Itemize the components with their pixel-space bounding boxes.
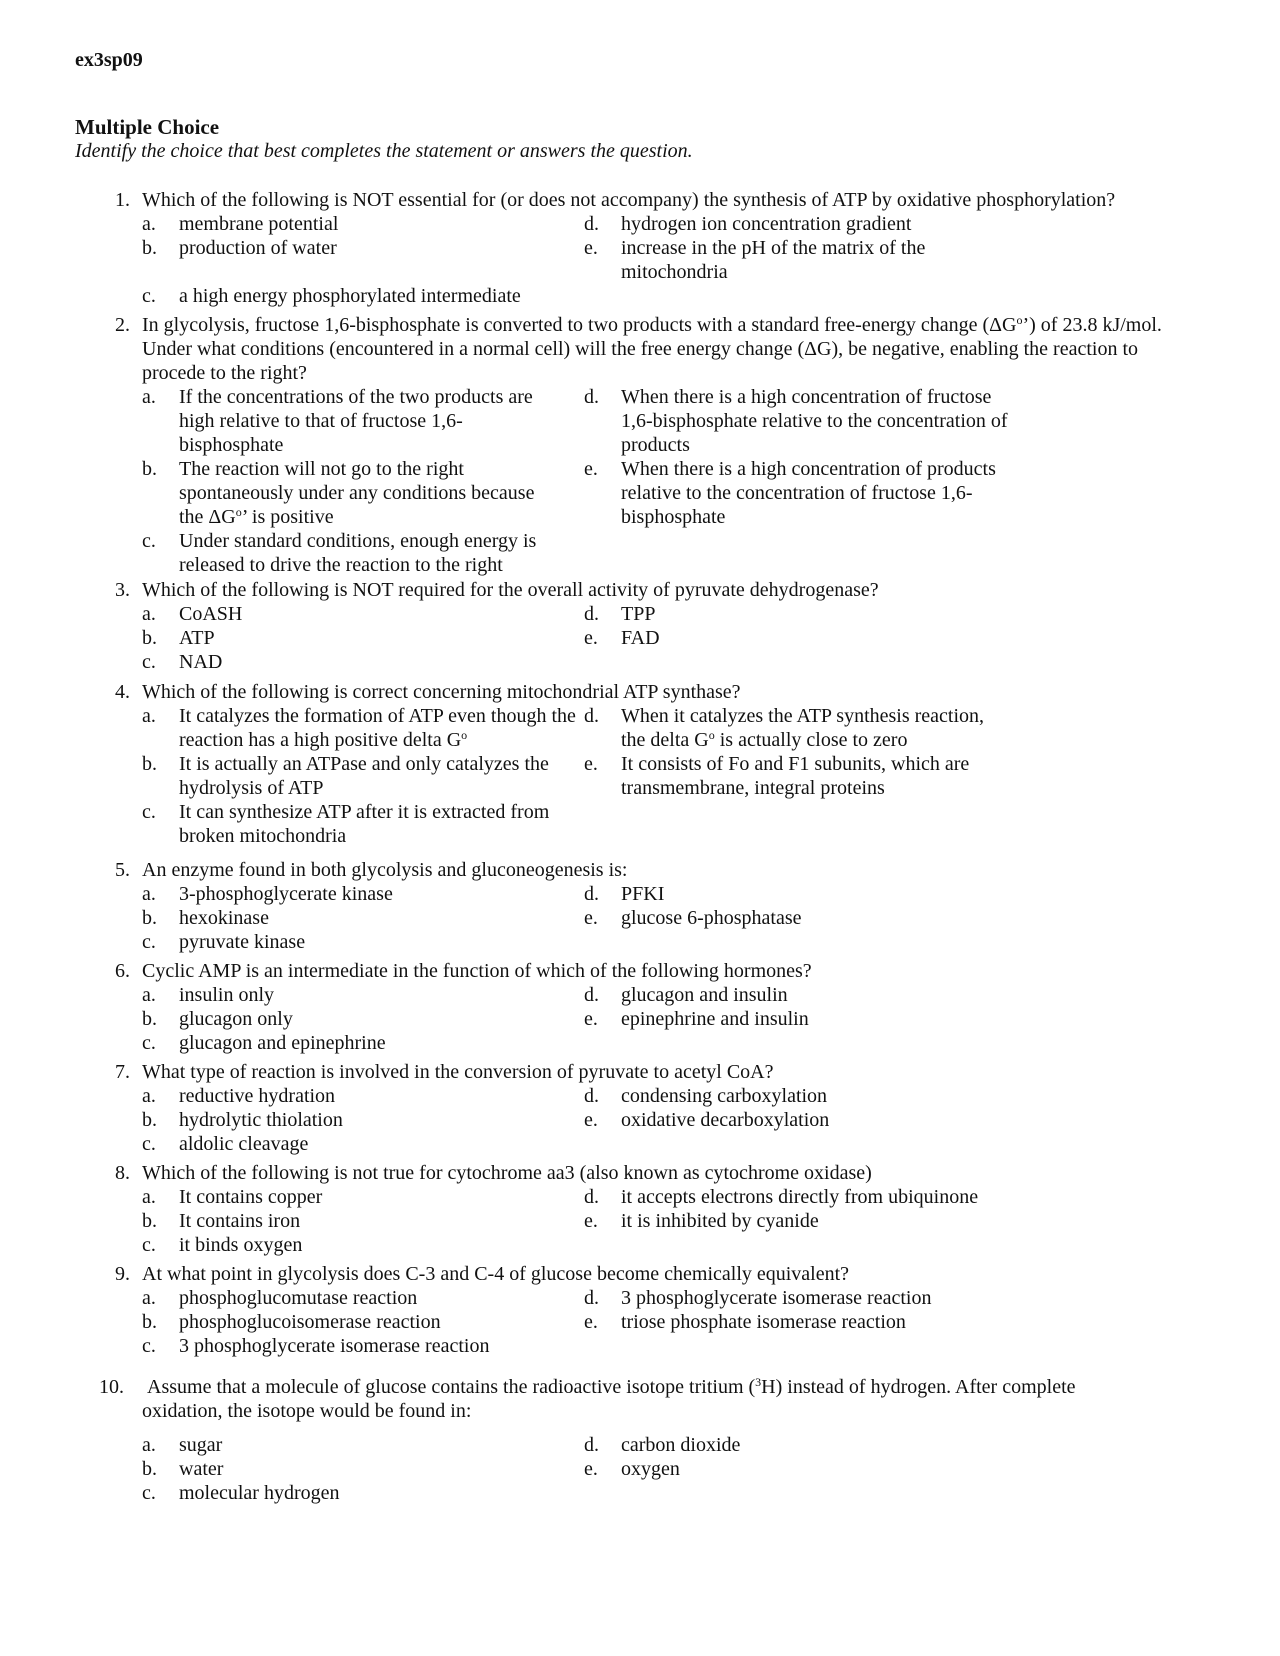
question-text: Which of the following is NOT required for the overall activity of pyruvate dehydrogenase?	[142, 579, 879, 601]
question-8: 8. Which of the following is not true for cytochrome aa3 (also known as cytochrome oxidase) a. It contains copper b. It contains iron c. it binds oxygen d. it accepts electrons directly from ubiquinone e. it is inhibited by cyanide	[0, 1161, 1280, 1185]
question-text: At what point in glycolysis does C-3 and C-4 of glucose become chemically equivalent?	[142, 1263, 850, 1285]
question-4: 4. Which of the following is correct concerning mitochondrial ATP synthase? a. It catalyzes the formation of ATP even though the reaction has a high positive delta $G^o$ b. It is actually an ATPase and only catalyzes the hydrolysis of ATP c. It can synthesize ATP after it is extracted from broken mitochondria d. When it catalyzes the ATP synthesis reaction, the delta $G^o$ is actually close to zero e. It consists of Fo and F1 subunits, which are transmembrane, integral proteins	[0, 680, 1280, 704]
section-instructions: Identify the choice that best completes the statement or answers the question.	[75, 140, 693, 162]
question-text: Which of the following is not true for cytochrome aa3 (also known as cytochrome oxidase)	[142, 1162, 872, 1184]
section-title: Multiple Choice	[75, 115, 220, 139]
question-10: 10. Assume that a molecule of glucose contains the radioactive isotope tritium ($^3$H) instead of hydrogen. After complete oxidation, the isotope would be found in: a. sugar b. water c. molecular hydrogen d. carbon dioxide e. oxygen	[0, 1375, 1280, 1423]
question-7: 7. What type of reaction is involved in the conversion of pyruvate to acetyl CoA? a. reductive hydration b. hydrolytic thiolation c. aldolic cleavage d. condensing carboxylation e. oxidative decarboxylation	[0, 1060, 1280, 1084]
question-3: 3. Which of the following is NOT required for the overall activity of pyruvate dehydrogenase? a. CoASH b. ATP c. NAD d. TPP e. FAD	[0, 578, 1280, 602]
question-number: 10.	[99, 1376, 124, 1398]
question-number: 3.	[115, 579, 130, 601]
question-number: 4.	[115, 681, 130, 703]
question-number: 7.	[115, 1061, 130, 1083]
question-5: 5. An enzyme found in both glycolysis and gluconeogenesis is: a. 3-phosphoglycerate kinase b. hexokinase c. pyruvate kinase d. PFKI e. glucose 6-phosphatase	[0, 858, 1280, 882]
question-1: 1. Which of the following is NOT essential for (or does not accompany) the synthesis of ATP by oxidative phosphorylation? a. membrane potential b. production of water c. a high energy phosphorylated intermediate d. hydrogen ion concentration gradient e. increase in the pH of the matrix of the mitochondria	[0, 188, 1280, 212]
question-number: 1.	[115, 189, 130, 211]
question-number: 6.	[115, 960, 130, 982]
question-text: Cyclic AMP is an intermediate in the function of which of the following hormones?	[142, 960, 812, 982]
question-text: An enzyme found in both glycolysis and gluconeogenesis is:	[142, 859, 628, 881]
question-6: 6. Cyclic AMP is an intermediate in the function of which of the following hormones? a. insulin only b. glucagon only c. glucagon and epinephrine d. glucagon and insulin e. epinephrine and insulin	[0, 959, 1280, 983]
question-number: 5.	[115, 859, 130, 881]
question-text: In glycolysis, fructose 1,6-bisphosphate is converted to two products with a standard free-energy change $(\Delta G^o’)$ of 23.8 kJ/mol. Under what conditions (encountered in a normal cell) will the free energy change (ΔG), be negative, enabling the reaction to procede to the right?	[142, 313, 1162, 384]
question-number: 9.	[115, 1263, 130, 1285]
question-number: 2.	[115, 314, 130, 336]
question-text: What type of reaction is involved in the conversion of pyruvate to acetyl CoA?	[142, 1061, 774, 1083]
question-9: 9. At what point in glycolysis does C-3 and C-4 of glucose become chemically equivalent? a. phosphoglucomutase reaction b. phosphoglucoisomerase reaction c. 3 phosphoglycerate isomerase reaction d. 3 phosphoglycerate isomerase reaction e. triose phosphate isomerase reaction	[0, 1262, 1280, 1286]
question-text: Assume that a molecule of glucose contains the radioactive isotope tritium ($^3$H) instead of hydrogen. After complete oxidation, the isotope would be found in:	[142, 1375, 1076, 1422]
question-2: 2. In glycolysis, fructose 1,6-bisphosphate is converted to two products with a standard free-energy change $(\Delta G^o’)$ of 23.8 kJ/mol. Under what conditions (encountered in a normal cell) will the free energy change (ΔG), be negative, enabling the reaction to procede to the right? a. If the concentrations of the two products are high relative to that of fructose 1,6-bisphosphate b. The reaction will not go to the right spontaneously under any conditions because the $\Delta G^o$’ is positive c. Under standard conditions, enough energy is released to drive the reaction to the right d. When there is a high concentration of fructose 1,6-bisphosphate relative to the concentration of products e. When there is a high concentration of products relative to the concentration of fructose 1,6-bisphosphate	[0, 313, 1280, 385]
question-text: Which of the following is NOT essential for (or does not accompany) the synthesis of ATP by oxidative phosphorylation?	[142, 189, 1116, 211]
question-number: 8.	[115, 1162, 130, 1184]
question-text: Which of the following is correct concerning mitochondrial ATP synthase?	[142, 681, 741, 703]
document-id: ex3sp09	[75, 49, 143, 71]
